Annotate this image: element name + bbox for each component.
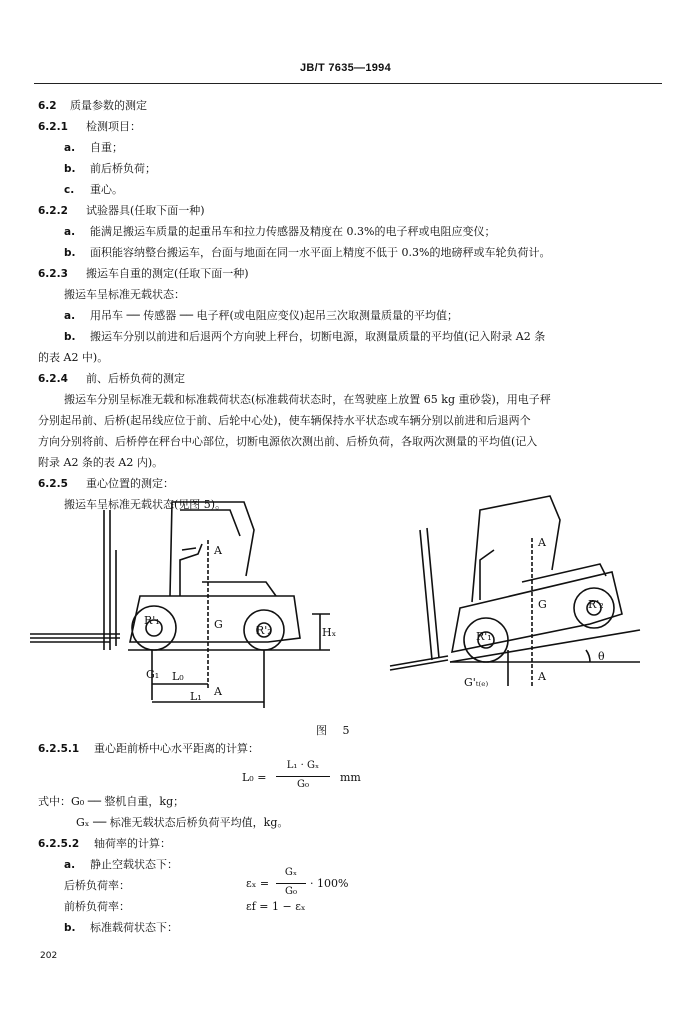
clause-number: 6.2.3 bbox=[38, 268, 68, 280]
formula-ex-numerator: Gₓ bbox=[284, 867, 298, 878]
formula-l0-unit: mm bbox=[340, 771, 361, 784]
clause-number: b. bbox=[64, 247, 76, 259]
text-line: 的表 A2 中)。 bbox=[38, 351, 109, 364]
text-line: 分别起吊前、后桥(起吊线应位于前、后轮中心处)，使车辆保持水平状态或车辆分别以前进和后退两个 bbox=[38, 414, 531, 427]
text-line: 前后桥负荷； bbox=[90, 162, 156, 175]
fig-label-A-bottom-left: A bbox=[214, 685, 222, 698]
text-line: 面积能容纳整台搬运车，台面与地面在同一水平面上精度不低于 0.3%的地磅秤或车轮负荷计。 bbox=[90, 246, 551, 259]
text-line: 轴荷率的计算： bbox=[94, 837, 171, 850]
formula-ef: εf = 1 − εₓ bbox=[246, 900, 306, 913]
text-line: 搬运车自重的测定(任取下面一种) bbox=[86, 267, 249, 280]
fig-label-G-left: G bbox=[214, 618, 223, 631]
figure-caption: 图 5 bbox=[316, 724, 356, 737]
clause-number: b. bbox=[64, 331, 76, 343]
formula-l0-denominator: G₀ bbox=[297, 779, 309, 790]
fig-label-R2-left: R'₂ bbox=[256, 624, 272, 637]
text-line: 搬运车呈标准无载状态(见图 5)。 bbox=[64, 498, 227, 511]
text-line: 重心位置的测定： bbox=[86, 477, 174, 490]
formula-l0-bar bbox=[276, 776, 330, 777]
text-line: 搬运车分别以前进和后退两个方向驶上秤台，切断电源，取测量质量的平均值(记入附录 A2 条 bbox=[90, 330, 546, 343]
text-line: 质量参数的测定 bbox=[70, 99, 147, 112]
fig-label-Gprime-right: G'ₜ₍ₑ₎ bbox=[464, 676, 489, 689]
text-line: 标准载荷状态下： bbox=[90, 921, 178, 934]
fig-label-R2-right: R'₂ bbox=[588, 598, 604, 611]
text-line: 静止空载状态下： bbox=[90, 858, 178, 871]
clause-number: 6.2.5.2 bbox=[38, 838, 80, 850]
fig-label-H-left: Hₓ bbox=[322, 626, 337, 639]
text-line: 式中：G₀ ── 整机自重，kg； bbox=[38, 795, 185, 808]
standard-number-header: JB/T 7635—1994 bbox=[299, 62, 392, 74]
clause-number: 6.2.2 bbox=[38, 205, 68, 217]
clause-number: c. bbox=[64, 184, 75, 196]
fig-label-R1-right: R'₁ bbox=[476, 630, 492, 643]
clause-number: 6.2.5.1 bbox=[38, 743, 80, 755]
clause-number: a. bbox=[64, 859, 76, 871]
text-line: 能满足搬运车质量的起重吊车和拉力传感器及精度在 0.3%的电子秤或电阻应变仪； bbox=[90, 225, 496, 238]
clause-number: 6.2.4 bbox=[38, 373, 68, 385]
figure-5-drawing bbox=[20, 490, 670, 710]
formula-ex-bar bbox=[276, 883, 306, 884]
formula-l0-numerator: L₁ · Gₓ bbox=[286, 760, 320, 771]
text-line: 重心距前桥中心水平距离的计算： bbox=[94, 742, 259, 755]
fig-label-G-right: G bbox=[538, 598, 547, 611]
formula-l0-lhs: L₀ = bbox=[242, 771, 267, 784]
fig-label-L1-left: L₁ bbox=[190, 690, 202, 703]
fig-label-L0-left: L₀ bbox=[172, 670, 184, 683]
text-line: 前、后桥负荷的测定 bbox=[86, 372, 185, 385]
text-line: 前桥负荷率： bbox=[64, 900, 130, 913]
formula-ex-lhs: εₓ = bbox=[246, 877, 270, 890]
text-line: 重心。 bbox=[90, 183, 123, 196]
formula-ex-tail: · 100% bbox=[310, 877, 349, 890]
clause-number: b. bbox=[64, 163, 76, 175]
text-line: 附录 A2 条的表 A2 内)。 bbox=[38, 456, 164, 469]
fig-label-A-top-right: A bbox=[538, 536, 546, 549]
fig-label-A-top-left: A bbox=[214, 544, 222, 557]
page-number: 202 bbox=[40, 951, 58, 961]
clause-number: 6.2.5 bbox=[38, 478, 68, 490]
text-line: 后桥负荷率： bbox=[64, 879, 130, 892]
text-line: 用吊车 ── 传感器 ── 电子秤(或电阻应变仪)起吊三次取测量质量的平均值； bbox=[90, 309, 459, 322]
text-line: 搬运车呈标准无载状态： bbox=[64, 288, 185, 301]
text-line: 试验器具(任取下面一种) bbox=[86, 204, 205, 217]
clause-number: a. bbox=[64, 310, 76, 322]
clause-number: a. bbox=[64, 142, 76, 154]
fig-label-theta-right: θ bbox=[598, 650, 605, 663]
header-rule bbox=[34, 83, 662, 84]
formula-ex-denominator: G₀ bbox=[285, 886, 297, 897]
figure-5 bbox=[20, 490, 670, 710]
clause-number: b. bbox=[64, 922, 76, 934]
text-line: 检测项目： bbox=[86, 120, 141, 133]
clause-number: a. bbox=[64, 226, 76, 238]
text-line: 方向分别将前、后桥停在秤台中心部位，切断电源依次测出前、后桥负荷，各取两次测量的平均值(记入 bbox=[38, 435, 538, 448]
clause-number: 6.2 bbox=[38, 100, 57, 112]
clause-number: 6.2.1 bbox=[38, 121, 68, 133]
text-line: Gₓ ── 标准无载状态后桥负荷平均值，kg。 bbox=[76, 816, 289, 829]
fig-label-G1-left: G₁ bbox=[146, 668, 160, 681]
fig-label-R1-left: R'₁ bbox=[144, 614, 160, 627]
text-line: 自重； bbox=[90, 141, 123, 154]
text-line: 搬运车分别呈标准无载和标准载荷状态(标准载荷状态时，在驾驶座上放置 65 kg 重砂袋)，用电子秤 bbox=[64, 393, 551, 406]
fig-label-A-bottom-right: A bbox=[538, 670, 546, 683]
